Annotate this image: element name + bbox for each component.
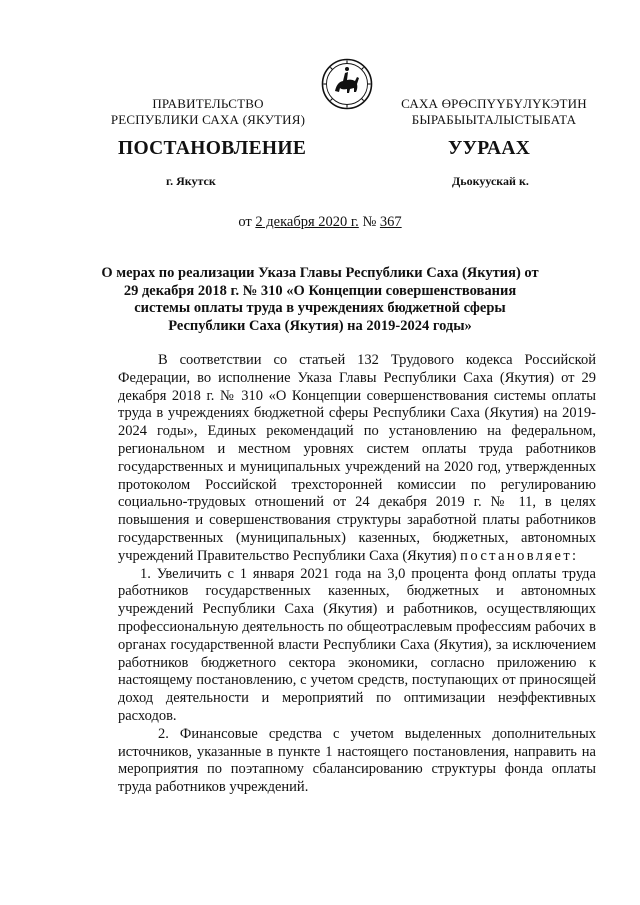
header-left-line2: РЕСПУБЛИКИ САХА (ЯКУТИЯ) xyxy=(110,112,306,127)
document-type-sakha: УУРААХ xyxy=(448,138,531,159)
document-date: 2 декабря 2020 г. xyxy=(255,214,359,230)
preamble-paragraph xyxy=(118,352,596,566)
city-sakha: Дьокуускай к. xyxy=(452,174,529,188)
government-name-russian xyxy=(92,96,324,128)
document-type-russian: ПОСТАНОВЛЕНИЕ xyxy=(118,138,307,159)
date-prefix: от xyxy=(238,214,252,230)
point-2-paragraph: 2. Финансовые средства с учетом выделенных дополнительных источников, указанные в пункте 1 настоящего постановления, направить на мероприятия по поэтапному сбалансированию структуры фонда оплаты труда работников учреждений. xyxy=(118,725,596,796)
number-sign: № xyxy=(362,214,377,230)
preamble-text: В соответствии со статьей 132 Трудового кодекса Российской Федерации, во исполнение Указа Главы Республики Саха (Якутия) от 29 декабря 2018 г. № 310 «О Концепции совершенствования системы оплаты труда в учреждениях бюджетной сферы Республики Саха (Якутия) на 2019-2024 годы», Единых рекомендаций по установлению на федеральном, региональном и местном уровнях систем оплаты труда работников государственных и муниципальных учреждений на 2020 год, утвержденных протоколом Российской трехсторонней комиссии по регулированию социально-трудовых отношений от 24 декабря 2019 г. № 11, в целях повышения и совершенствования структуры заработной платы работников государственных (муниципальных) казенных, бюджетных, автономных учреждений Правительство Республики Саха (Якутия) xyxy=(118,352,596,564)
document-number: 367 xyxy=(379,214,402,230)
coat-of-arms-emblem xyxy=(321,58,373,110)
city-russian: г. Якутск xyxy=(166,174,216,188)
resolves-word: постановляет: xyxy=(460,547,579,564)
date-number-line xyxy=(0,214,640,231)
document-title: О мерах по реализации Указа Главы Республики Саха (Якутия) от 29 декабря 2018 г. № 310 «О Концепции совершенствования системы оплаты труда в учреждениях бюджетной сферы Республики Саха (Якутия) на 2019-2024 годы» xyxy=(101,265,539,334)
point-1-paragraph: 1. Увеличить с 1 января 2021 года на 3,0 процента фонд оплаты труда работников государственных казенных, бюджетных и автономных учреждений Республики Саха (Якутия) и работников, осуществляющих профессиональную деятельность по общеотраслевым профессиям рабочих в органах государственной власти Республики Саха (Якутия), за исключением работников бюджетного сектора экономики, согласно приложению к настоящему постановлению, с учетом средств, поступающих от приносящей доход деятельности и мероприятий по оптимизации неэффективных расходов. xyxy=(118,565,596,724)
document-body xyxy=(118,352,596,797)
government-name-sakha xyxy=(384,96,604,128)
header-right-line2: БЫРАБЫЫТАЛЫСТЫБАТА xyxy=(411,112,577,127)
header-left-line1: ПРАВИТЕЛЬСТВО xyxy=(152,96,264,111)
header-right-line1: САХА ӨРӨСПҮҮБҮЛҮКЭТИН xyxy=(401,96,587,111)
